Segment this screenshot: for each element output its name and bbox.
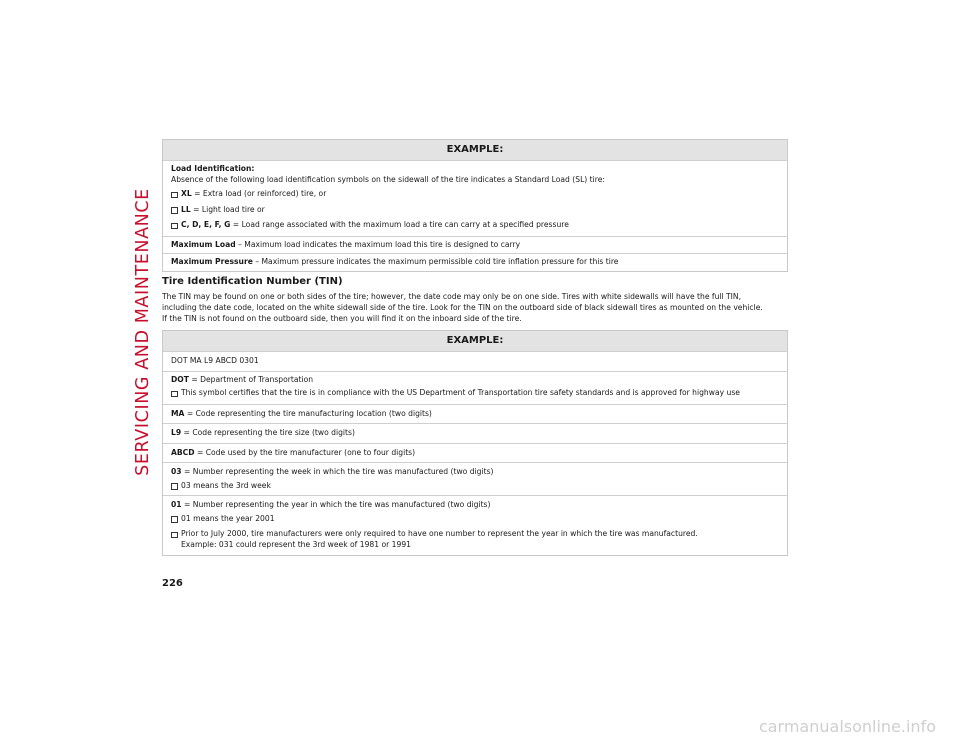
example-box-load — [162, 139, 788, 272]
load-identification-text: Absence of the following load identification symbols on the sidewall of the tire indicates a Standard Load (SL) tire: — [171, 174, 605, 184]
l9-row: L9 = Code representing the tire size (two digits) — [163, 423, 787, 443]
maximum-pressure-text: – Maximum pressure indicates the maximum permissible cold tire inflation pressure for this tire — [252, 257, 619, 266]
page-number: 226 — [162, 578, 183, 589]
watermark: carmanualsonline.info — [758, 717, 936, 736]
abcd-row: ABCD = Code used by the tire manufacturer (one to four digits) — [163, 443, 787, 463]
list-item: This symbol certifies that the tire is in compliance with the US Department of Transportation tire safety standards and is approved for highway use — [171, 388, 781, 399]
tin-code-row — [163, 351, 787, 371]
list-item: XL = Extra load (or reinforced) tire, or — [171, 189, 781, 200]
section-heading-tin: Tire Identification Number (TIN) — [162, 276, 343, 287]
side-section-title — [128, 132, 158, 532]
side-section-title-text: SERVICING AND MAINTENANCE — [133, 188, 153, 476]
maximum-load-term: Maximum Load — [171, 239, 236, 249]
list-item: LL = Light load tire or — [171, 205, 781, 216]
list-item: 03 means the 3rd week — [171, 481, 781, 492]
ma-row: MA = Code representing the tire manufacturing location (two digits) — [163, 404, 787, 424]
maximum-load-text: – Maximum load indicates the maximum load this tire is designed to carry — [235, 239, 521, 249]
week-row: 03 = Number representing the week in which the tire was manufactured (two digits) 03 means the 3rd week — [163, 462, 787, 495]
maximum-pressure-row — [163, 253, 787, 271]
example-box-header: EXAMPLE: — [163, 140, 787, 160]
tin-code: DOT MA L9 ABCD 0301 — [171, 356, 259, 365]
load-identification-title: Load Identification: — [171, 164, 255, 173]
maximum-load-row — [163, 236, 787, 254]
example-box-header: EXAMPLE: — [163, 331, 787, 351]
load-identification-row — [163, 160, 787, 236]
dot-row: DOT = Department of Transportation This symbol certifies that the tire is in compliance with the US Department of Transportation tire safety standards and is approved for highway use — [163, 371, 787, 404]
list-item: 01 means the year 2001 — [171, 514, 781, 525]
tin-paragraph: The TIN may be found on one or both sides of the tire; however, the date code may only be on one side. Tires with white sidewalls will have the full TIN, including the date code, located on the white sidewall side of the tire. Look for the TIN on the outboard side of black sidewall tires as mounted on the vehicle. If the TIN is not found on the outboard side, then you will find it on the inboard side of the tire. — [162, 292, 763, 323]
list-item: C, D, E, F, G = Load range associated with the maximum load a tire can carry at a specified pressure — [171, 220, 781, 231]
year-row: 01 = Number representing the year in which the tire was manufactured (two digits) 01 means the year 2001 Prior to July 2000, tire manufacturers were only required to have one number to represent the year in which the tire was manufactured. Example: 031 could represent the 3rd week of 1981 or 1991 — [163, 495, 787, 555]
list-item: Prior to July 2000, tire manufacturers were only required to have one number to represent the year in which the tire was manufactured. Example: 031 could represent the 3rd week of 1981 or 1991 — [171, 529, 781, 550]
example-box-tin — [162, 330, 788, 556]
maximum-pressure-term: Maximum Pressure — [171, 257, 253, 266]
